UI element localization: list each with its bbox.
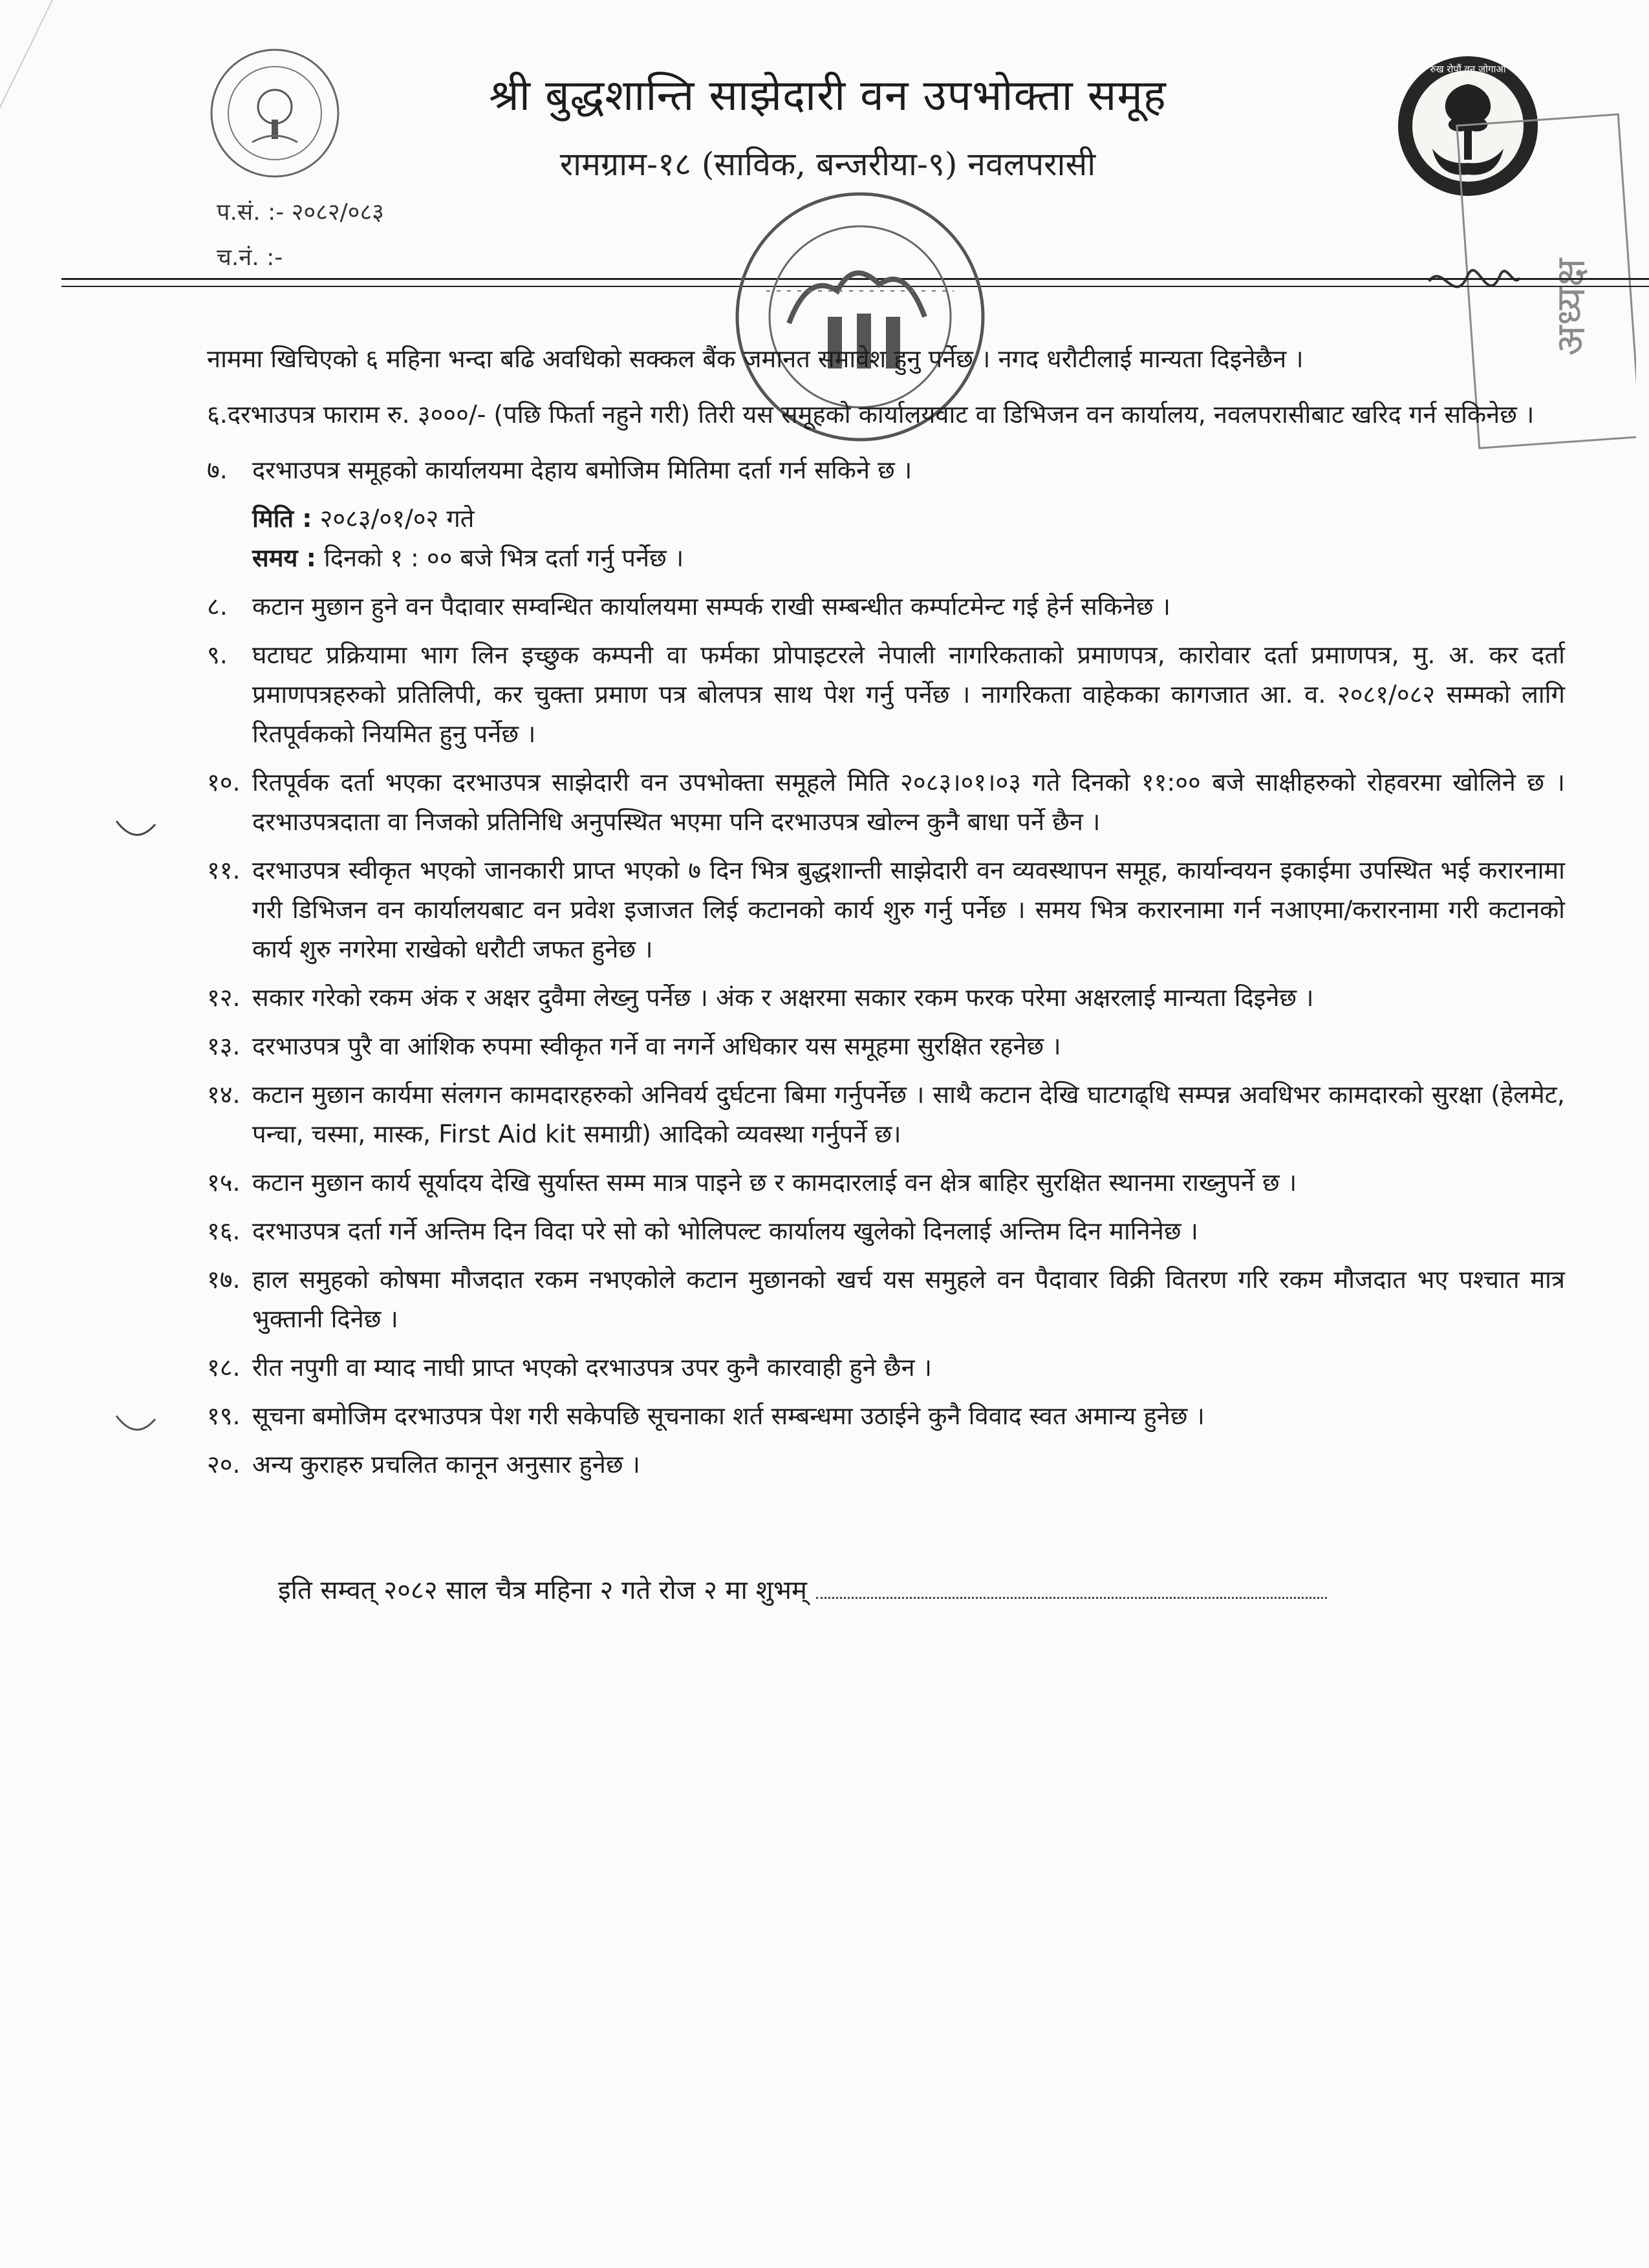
item-text: अन्य कुराहरु प्रचलित कानून अनुसार हुनेछ । [252, 1450, 640, 1479]
item-number: ७. [207, 456, 228, 484]
time-value: दिनको १ : ०० बजे भित्र दर्ता गर्नु पर्नेछ । [323, 544, 684, 572]
item-text: कटान मुछान हुने वन पैदावार सम्वन्धित कार्यालयमा सम्पर्क राखी सम्बन्धीत कर्म्पाटमेन्ट गई हेर्न सकिनेछ । [252, 592, 1170, 621]
item-number: १५. [207, 1168, 241, 1197]
list-item [207, 451, 1565, 490]
item-number: १३. [207, 1032, 241, 1060]
list-item [207, 1260, 1565, 1339]
item-number: १८. [207, 1353, 241, 1382]
closing-text: इति सम्वत् २०८२ साल चैत्र महिना २ गते रोज २ मा शुभम् [278, 1576, 807, 1605]
item-text: कटान मुछान कार्य सूर्यादय देखि सुर्यास्त सम्म मात्र पाइने छ र कामदारलाई वन क्षेत्र बाहिर सुरक्षित स्थानमा राख्नुपर्ने छ । [252, 1168, 1297, 1197]
item-text: रितपूर्वक दर्ता भएका दरभाउपत्र साझेदारी वन उपभोक्ता समूहले मिति २०८३।०१।०३ गते दिनको ११:०० बजे साक्षीहरुको रोहवरमा खोलिने छ । दरभाउपत्रदाता वा निजको प्रतिनिधि अनुपस्थित भएमा पनि दरभाउपत्र खोल्न कुनै बाधा पर्ने छैन । [252, 768, 1565, 836]
list-item [207, 978, 1565, 1018]
dispatch-number: च.नं. :- [217, 244, 283, 271]
item-number: १२. [207, 983, 241, 1012]
registration-date-line [207, 499, 1565, 539]
list-item [207, 587, 1565, 626]
organization-name: श्री बुद्धशान्ति साझेदारी वन उपभोक्ता समूह [489, 70, 1167, 120]
item-number: १९. [207, 1402, 241, 1430]
time-label: समय : [252, 544, 316, 572]
item-number: १६. [207, 1217, 241, 1245]
item-6: ६.दरभाउपत्र फाराम रु. ३०००/- (पछि फिर्ता नहुने गरी) तिरी यस समूहको कार्यालयवाट वा डिभिजन वन कार्यालय, नवलपरासीबाट खरिद गर्न सकिनेछ । [207, 400, 1535, 429]
item-number: १४. [207, 1080, 241, 1109]
item-text: रीत नपुगी वा म्याद नाघी प्राप्त भएको दरभाउपत्र उपर कुनै कारवाही हुने छैन । [252, 1353, 932, 1382]
right-logo-motto: रुख रोपौं,वन जोगाऔं [1430, 63, 1506, 75]
item-text: दरभाउपत्र समूहको कार्यालयमा देहाय बमोजिम मितिमा दर्ता गर्न सकिने छ । [252, 456, 912, 484]
item-number: १०. [207, 768, 241, 797]
date-value: २०८३/०१/०२ गते [319, 504, 475, 533]
date-label: मिति : [252, 504, 312, 533]
reference-number: प.सं. :- २०८२/०८३ [217, 199, 384, 226]
item-number: ११. [207, 856, 241, 884]
intro-continuation: नाममा खिचिएको ६ महिना भन्दा बढि अवधिको सक्कल बैंक जमानत समावेश हुनु पर्नेछ । नगद धरौटीलाई मान्यता दिइनेछैन । [207, 345, 1304, 373]
item-text: दरभाउपत्र दर्ता गर्ने अन्तिम दिन विदा परे सो को भोलिपल्ट कार्यालय खुलेको दिनलाई अन्तिम दिन मानिनेछ । [252, 1217, 1198, 1245]
list-item [207, 1212, 1565, 1251]
item-text: दरभाउपत्र पुरै वा आंशिक रुपमा स्वीकृत गर्ने वा नगर्ने अधिकार यस समूहमा सुरक्षित रहनेछ । [252, 1032, 1061, 1060]
organization-address: रामग्राम-१८ (साविक, बन्जरीया-९) नवलपरासी [559, 145, 1096, 183]
list-item [207, 1396, 1565, 1436]
list-item [207, 1075, 1565, 1154]
scan-mark-left [110, 811, 162, 850]
registration-time-line [207, 539, 1565, 578]
list-item [207, 636, 1565, 754]
document-body [207, 339, 1565, 1493]
closing-line [278, 1571, 1327, 1607]
scan-fold-edge [0, 0, 221, 278]
side-stamp-title: अध्यक्ष [1547, 258, 1594, 356]
item-text: घटाघट प्रक्रियामा भाग लिन इच्छुक कम्पनी वा फर्मका प्रोपाइटरले नेपाली नागरिकताको प्रमाणपत्र, कारोवार दर्ता प्रमाणपत्र, मु. अ. कर दर्ता प्रमाणपत्रहरुको प्रतिलिपी, कर चुक्ता प्रमाण पत्र बोलपत्र साथ पेश गर्नु पर्नेछ । नागरिकता वाहेकका कागजात आ. व. २०८१/०८२ सम्मको लागि रितपूर्वकको नियमित हुनु पर्नेछ । [252, 641, 1565, 748]
list-item [207, 1163, 1565, 1203]
left-organization-logo [207, 45, 343, 181]
list-item [207, 1445, 1565, 1484]
item-number: १७. [207, 1265, 241, 1294]
list-item [207, 1027, 1565, 1066]
signature-dotted-line [816, 1574, 1327, 1599]
item-text: हाल समुहको कोषमा मौजदात रकम नभएकोले कटान मुछानको खर्च यस समुहले वन पैदावार विक्री वितरण गरि रकम मौजदात भए पश्चात मात्र भुक्तानी दिनेछ । [252, 1265, 1565, 1333]
item-number: ९. [207, 641, 228, 669]
scan-mark-left-lower [110, 1406, 162, 1445]
item-text: कटान मुछान कार्यमा संलगन कामदारहरुको अनिवर्य दुर्घटना बिमा गर्नुपर्नेछ । साथै कटान देखि घाटगढ्धि सम्पन्न अवधिभर कामदारको सुरक्षा (हेलमेट, पन्चा, चस्मा, मास्क, First Aid kit समाग्री) आदिको व्यवस्था गर्नुपर्ने छ। [252, 1080, 1565, 1148]
item-number: ८. [207, 592, 228, 621]
item-text: सूचना बमोजिम दरभाउपत्र पेश गरी सकेपछि सूचनाका शर्त सम्बन्धमा उठाईने कुनै विवाद स्वत अमान्य हुनेछ । [252, 1402, 1205, 1430]
item-number: २०. [207, 1450, 241, 1479]
item-text: सकार गरेको रकम अंक र अक्षर दुवैमा लेख्नु पर्नेछ । अंक र अक्षरमा सकार रकम फरक परेमा अक्षरलाई मान्यता दिइनेछ । [252, 983, 1314, 1012]
list-item [207, 763, 1565, 842]
list-item [207, 1348, 1565, 1387]
item-text: दरभाउपत्र स्वीकृत भएको जानकारी प्राप्त भएको ७ दिन भित्र बुद्धशान्ती साझेदारी वन व्यवस्थापन समूह, कार्यान्वयन इकाईमा उपस्थित भई करारनामा गरी डिभिजन वन कार्यालयबाट वन प्रवेश इजाजत लिई कटानको कार्य शुरु गर्नु पर्नेछ । समय भित्र करारनामा गर्न नआएमा/करारनामा गरी कटानको कार्य शुरु नगरेमा राखेको धरौटी जफत हुनेछ । [252, 856, 1565, 963]
list-item [207, 851, 1565, 969]
